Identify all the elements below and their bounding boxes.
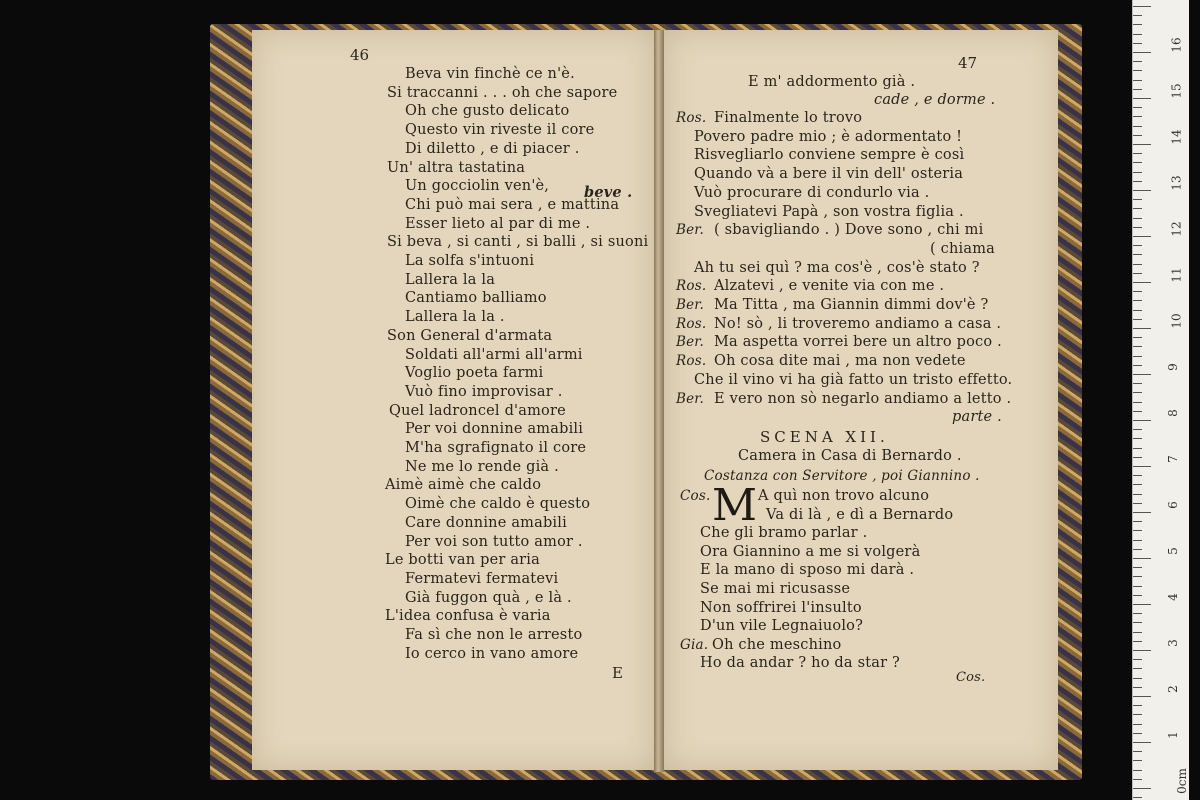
ruler-tick bbox=[1133, 190, 1151, 191]
ruler-tick bbox=[1133, 61, 1142, 62]
scene-line: Che gli bramo parlar . bbox=[700, 525, 868, 542]
ruler-number: 6 bbox=[1165, 501, 1180, 509]
left-line: Di diletto , e di piacer . bbox=[405, 140, 580, 157]
ruler-tick bbox=[1133, 34, 1142, 35]
dialogue-line: Vuò procurare di condurlo via . bbox=[694, 184, 930, 201]
dialogue-line: E vero non sò negarlo andiamo a letto . bbox=[714, 390, 1012, 407]
left-line: Care donnine amabili bbox=[405, 514, 567, 531]
ruler-tick bbox=[1133, 52, 1151, 53]
ruler-tick bbox=[1133, 724, 1142, 725]
ruler-tick bbox=[1133, 282, 1151, 283]
scene-line: D'un vile Legnaiuolo? bbox=[700, 618, 864, 635]
ruler-tick bbox=[1133, 135, 1142, 136]
left-line: La solfa s'intuoni bbox=[405, 253, 535, 269]
left-line: Chi può mai sera , e mattina bbox=[405, 196, 620, 213]
ruler-tick bbox=[1133, 457, 1142, 458]
dialogue-line: Ma aspetta vorrei bere un altro poco . bbox=[714, 334, 1002, 351]
drop-capital: M bbox=[712, 480, 758, 531]
dialogue-line: Alzatevi , e venite via con me . bbox=[714, 278, 945, 295]
ruler-tick bbox=[1133, 310, 1142, 311]
scene-line: Va di là , e dì a Bernardo bbox=[766, 506, 954, 523]
left-line: Questo vin riveste il core bbox=[405, 122, 595, 139]
ruler-tick bbox=[1133, 466, 1151, 467]
ruler-tick bbox=[1133, 678, 1142, 679]
speaker-label: Ber. bbox=[676, 334, 704, 351]
ruler-tick bbox=[1133, 576, 1142, 577]
ruler-tick bbox=[1133, 337, 1142, 338]
ruler-number: 2 bbox=[1165, 685, 1180, 693]
left-line: Si traccanni . . . oh che sapore bbox=[387, 84, 618, 101]
scene-line: E la mano di sposo mi darà . bbox=[700, 562, 915, 579]
dialogue-line: Povero padre mio ; è adormentato ! bbox=[694, 128, 963, 145]
ruler-tick bbox=[1133, 659, 1142, 660]
left-line: Quel ladroncel d'amore bbox=[389, 402, 566, 419]
left-line: Io cerco in vano amore bbox=[405, 645, 579, 662]
ruler-tick bbox=[1133, 770, 1142, 771]
catchword: Cos. bbox=[956, 670, 986, 685]
ruler-tick bbox=[1133, 448, 1142, 449]
ruler-tick bbox=[1133, 218, 1142, 219]
speaker-label: Ros. bbox=[676, 315, 707, 332]
dialogue-line: Risvegliarlo conviene sempre è così bbox=[694, 147, 965, 164]
ruler-tick bbox=[1133, 567, 1142, 568]
ruler-tick bbox=[1133, 107, 1142, 108]
ruler-number: 15 bbox=[1169, 83, 1184, 99]
ruler-tick bbox=[1133, 429, 1142, 430]
ruler-tick bbox=[1133, 733, 1142, 734]
speaker-label: Ber. bbox=[676, 222, 704, 239]
stage-direction-beve: beve . bbox=[584, 184, 633, 201]
book-gutter bbox=[654, 30, 664, 772]
ruler-number: 5 bbox=[1165, 547, 1180, 555]
left-line: Le botti van per aria bbox=[385, 552, 540, 569]
scene-line: Ora Giannino a me si volgerà bbox=[700, 543, 921, 560]
ruler-number: 0cm bbox=[1174, 768, 1189, 794]
scene-line: A quì non trovo alcuno bbox=[758, 488, 930, 504]
left-line: Per voi donnine amabili bbox=[405, 421, 584, 438]
ruler-tick bbox=[1133, 494, 1142, 495]
ruler-tick bbox=[1133, 641, 1142, 642]
ruler-tick bbox=[1133, 89, 1142, 90]
measuring-ruler bbox=[1132, 0, 1189, 800]
ruler-number: 10 bbox=[1169, 313, 1184, 329]
ruler-tick bbox=[1133, 346, 1142, 347]
ruler-tick bbox=[1133, 172, 1142, 173]
left-line: Lallera la la . bbox=[405, 309, 505, 326]
speaker-label: Ber. bbox=[676, 390, 704, 407]
ruler-tick bbox=[1133, 503, 1142, 504]
dialogue-line: ( sbavigliando . ) Dove sono , chi mi bbox=[714, 222, 984, 239]
ruler-tick bbox=[1133, 328, 1151, 329]
ruler-number: 7 bbox=[1165, 455, 1180, 463]
ruler-tick bbox=[1133, 319, 1142, 320]
scene-line: Se mai mi ricusasse bbox=[700, 581, 851, 597]
left-line: Si beva , si canti , si balli , si suoni bbox=[387, 234, 649, 251]
ruler-tick bbox=[1133, 622, 1142, 623]
dialogue-line: Che il vino vi ha già fatto un tristo effetto. bbox=[694, 371, 1013, 388]
dialogue-line: Ma Titta , ma Giannin dimmi dov'è ? bbox=[714, 297, 989, 313]
ruler-tick bbox=[1133, 116, 1142, 117]
left-line: Oimè che caldo è questo bbox=[405, 496, 591, 513]
ruler-number: 1 bbox=[1165, 731, 1180, 739]
left-line: Per voi son tutto amor . bbox=[405, 533, 583, 550]
ruler-number: 3 bbox=[1165, 639, 1180, 647]
ruler-tick bbox=[1133, 273, 1142, 274]
ruler-tick bbox=[1133, 300, 1142, 301]
speaker-label: Ros. bbox=[676, 110, 707, 126]
ruler-tick bbox=[1133, 208, 1142, 209]
ruler-tick bbox=[1133, 6, 1151, 7]
ruler-tick bbox=[1133, 24, 1142, 25]
ruler-tick bbox=[1133, 392, 1142, 393]
ruler-tick bbox=[1133, 438, 1142, 439]
left-line: L'idea confusa è varia bbox=[385, 608, 551, 625]
ruler-number: 4 bbox=[1165, 593, 1180, 601]
scene-place: Camera in Casa di Bernardo . bbox=[738, 448, 962, 464]
ruler-tick bbox=[1133, 162, 1142, 163]
ruler-tick bbox=[1133, 714, 1142, 715]
ruler-tick bbox=[1133, 199, 1142, 200]
dialogue-line: Oh cosa dite mai , ma non vedete bbox=[714, 353, 966, 370]
ruler-number: 12 bbox=[1169, 221, 1184, 237]
ruler-tick bbox=[1133, 144, 1151, 145]
dialogue-line: Svegliatevi Papà , son vostra figlia . bbox=[694, 203, 964, 220]
ruler-tick bbox=[1133, 245, 1142, 246]
speaker-label: Ros. bbox=[676, 353, 707, 370]
left-line: Son General d'armata bbox=[387, 327, 553, 344]
ruler-tick bbox=[1133, 181, 1142, 182]
ruler-number: 14 bbox=[1169, 129, 1184, 145]
ruler-number: 13 bbox=[1169, 175, 1184, 191]
dialogue-line: Quando và a bere il vin dell' osteria bbox=[694, 166, 964, 183]
ruler-tick bbox=[1133, 632, 1142, 633]
ruler-number: 9 bbox=[1165, 363, 1180, 371]
ruler-tick bbox=[1133, 356, 1142, 357]
ruler-tick bbox=[1133, 227, 1142, 228]
left-line: Un' altra tastatina bbox=[387, 159, 526, 176]
scene-line: Ho da andar ? ho da star ? bbox=[700, 655, 900, 672]
right-page-number: 47 bbox=[958, 54, 978, 72]
ruler-number: 16 bbox=[1169, 37, 1184, 53]
ruler-tick bbox=[1133, 788, 1151, 789]
ruler-tick bbox=[1133, 383, 1142, 384]
ruler-tick bbox=[1133, 420, 1151, 421]
speaker-label: Gia. bbox=[680, 636, 709, 653]
ruler-tick bbox=[1133, 153, 1142, 154]
ruler-tick bbox=[1133, 687, 1142, 688]
ruler-tick bbox=[1133, 411, 1142, 412]
speaker-label: Ros. bbox=[676, 278, 707, 295]
scene-line: Non soffrirei l'insulto bbox=[700, 599, 862, 616]
left-line: Aimè aimè che caldo bbox=[385, 477, 542, 494]
ruler-tick bbox=[1133, 540, 1142, 541]
left-line: Cantiamo balliamo bbox=[405, 290, 547, 307]
ruler-tick bbox=[1133, 530, 1142, 531]
ruler-tick bbox=[1133, 760, 1142, 761]
left-line: Voglio poeta farmi bbox=[405, 365, 544, 382]
left-line: Ne me lo rende già . bbox=[405, 458, 559, 475]
ruler-tick bbox=[1133, 126, 1142, 127]
dialogue-line: Ah tu sei quì ? ma cos'è , cos'è stato ? bbox=[694, 259, 980, 276]
scene-line: Oh che meschino bbox=[712, 636, 842, 653]
ruler-tick bbox=[1133, 595, 1142, 596]
ruler-tick bbox=[1133, 586, 1142, 587]
dialogue-line: ( chiama bbox=[930, 240, 996, 257]
speaker-label: Cos. bbox=[680, 488, 711, 504]
ruler-tick bbox=[1133, 696, 1151, 697]
left-line: M'ha sgrafignato il core bbox=[405, 440, 587, 456]
ruler-tick bbox=[1133, 43, 1142, 44]
ruler-tick bbox=[1133, 374, 1151, 375]
ruler-tick bbox=[1133, 98, 1151, 99]
left-line: Beva vin finchè ce n'è. bbox=[405, 66, 575, 82]
dialogue-line: No! sò , li troveremo andiamo a casa . bbox=[714, 315, 1002, 332]
ruler-tick bbox=[1133, 797, 1142, 798]
ruler-tick bbox=[1133, 15, 1142, 16]
ruler-tick bbox=[1133, 668, 1142, 669]
ruler-number: 11 bbox=[1169, 267, 1184, 283]
left-line: Fa sì che non le arresto bbox=[405, 627, 583, 643]
left-line: Vuò fino improvisar . bbox=[405, 383, 563, 400]
ruler-tick bbox=[1133, 751, 1142, 752]
ruler-tick bbox=[1133, 549, 1142, 550]
dialogue-line: parte . bbox=[952, 409, 1002, 426]
scene-cast: Costanza con Servitore , poi Giannino . bbox=[704, 468, 980, 484]
ruler-tick bbox=[1133, 70, 1142, 71]
left-line: Oh che gusto delicato bbox=[405, 103, 570, 120]
right-line-top-1: E m' addormento già . bbox=[748, 74, 916, 90]
ruler-tick bbox=[1133, 650, 1151, 651]
ruler-tick bbox=[1133, 365, 1142, 366]
ruler-tick bbox=[1133, 402, 1142, 403]
speaker-label: Ber. bbox=[676, 297, 704, 313]
ruler-tick bbox=[1133, 80, 1142, 81]
ruler-tick bbox=[1133, 521, 1142, 522]
left-line: Lallera la la bbox=[405, 271, 496, 288]
ruler-tick bbox=[1133, 705, 1142, 706]
ruler-tick bbox=[1133, 236, 1151, 237]
stage-direction-cade: cade , e dorme . bbox=[874, 92, 996, 108]
left-line: Un gocciolin ven'è, bbox=[405, 178, 550, 195]
ruler-tick bbox=[1133, 291, 1142, 292]
ruler-tick bbox=[1133, 254, 1142, 255]
scene-title: SCENA XII. bbox=[760, 428, 889, 446]
ruler-tick bbox=[1133, 558, 1151, 559]
left-line: Soldati all'armi all'armi bbox=[405, 346, 583, 363]
left-line: Già fuggon quà , e là . bbox=[405, 589, 572, 606]
ruler-tick bbox=[1133, 742, 1151, 743]
left-line: Esser lieto al par di me . bbox=[405, 215, 591, 232]
ruler-tick bbox=[1133, 475, 1142, 476]
ruler-tick bbox=[1133, 264, 1142, 265]
ruler-number: 8 bbox=[1165, 409, 1180, 417]
left-page-number: 46 bbox=[350, 46, 370, 64]
left-page-signature: E bbox=[612, 664, 623, 682]
ruler-tick bbox=[1133, 604, 1151, 605]
ruler-tick bbox=[1133, 484, 1142, 485]
dialogue-line: Finalmente lo trovo bbox=[714, 110, 863, 126]
ruler-tick bbox=[1133, 512, 1151, 513]
left-line: Fermatevi fermatevi bbox=[405, 570, 559, 587]
ruler-tick bbox=[1133, 613, 1142, 614]
ruler-tick bbox=[1133, 779, 1142, 780]
